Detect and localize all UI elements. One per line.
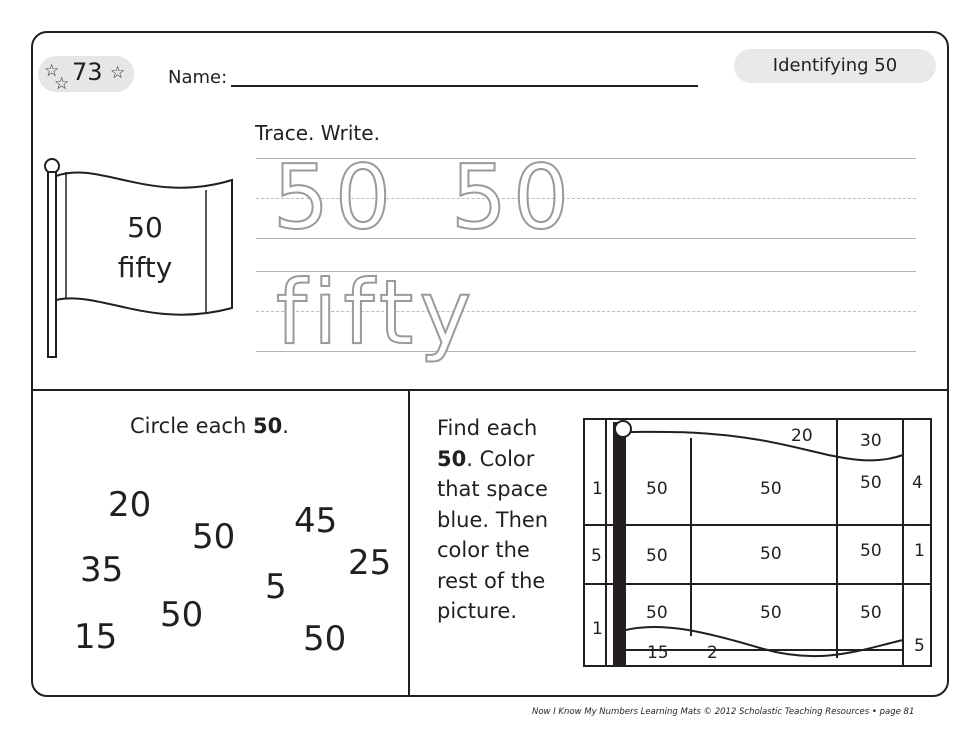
grid-number[interactable]: 1 [592, 619, 603, 639]
grid-number[interactable]: 15 [647, 643, 669, 663]
trace-numeral: 50 [273, 146, 397, 249]
footer-credit: Now I Know My Numbers Learning Mats © 2012 Scholastic Teaching Resources • page 81 [532, 707, 915, 717]
number-item[interactable]: 50 [160, 595, 204, 635]
number-item[interactable]: 5 [265, 567, 287, 607]
trace-instruction: Trace. Write. [255, 121, 380, 145]
name-label: Name: [168, 67, 228, 88]
page-number: 73 [72, 58, 103, 86]
color-instruction: Find each 50. Color that space blue. Then color the rest of the picture. [437, 416, 549, 623]
flag-number: 50 [127, 211, 163, 244]
grid-number[interactable]: 1 [914, 541, 925, 561]
topic-badge: Identifying 50 [734, 49, 936, 83]
grid-number[interactable]: 2 [707, 643, 718, 663]
grid-number[interactable]: 50 [860, 473, 882, 493]
grid-number[interactable]: 50 [646, 546, 668, 566]
number-item[interactable]: 50 [192, 517, 236, 557]
number-item[interactable]: 50 [303, 619, 347, 659]
grid-number[interactable]: 20 [791, 426, 813, 446]
grid-number[interactable]: 50 [646, 603, 668, 623]
grid-number[interactable]: 5 [591, 546, 602, 566]
grid-number[interactable]: 50 [860, 541, 882, 561]
number-item[interactable]: 25 [348, 543, 392, 583]
grid-number[interactable]: 50 [760, 479, 782, 499]
grid-number[interactable]: 50 [760, 544, 782, 564]
grid-number[interactable]: 4 [912, 473, 923, 493]
star-icon: ☆ [54, 74, 70, 94]
grid-number[interactable]: 1 [592, 479, 603, 499]
grid-number[interactable]: 50 [860, 603, 882, 623]
number-item[interactable]: 15 [74, 617, 118, 657]
star-icon: ☆ [44, 61, 60, 81]
trace-word: fifty [276, 261, 478, 364]
star-icon: ☆ [110, 63, 126, 83]
number-item[interactable]: 45 [294, 501, 338, 541]
grid-number[interactable]: 5 [914, 636, 925, 656]
number-item[interactable]: 35 [80, 550, 124, 590]
grid-number[interactable]: 50 [646, 479, 668, 499]
grid-number[interactable]: 30 [860, 431, 882, 451]
trace-numeral: 50 [451, 146, 575, 249]
circle-instruction: Circle each 50. [130, 414, 289, 438]
flag-word: fifty [117, 251, 173, 284]
number-item[interactable]: 20 [108, 485, 152, 525]
grid-number[interactable]: 50 [760, 603, 782, 623]
